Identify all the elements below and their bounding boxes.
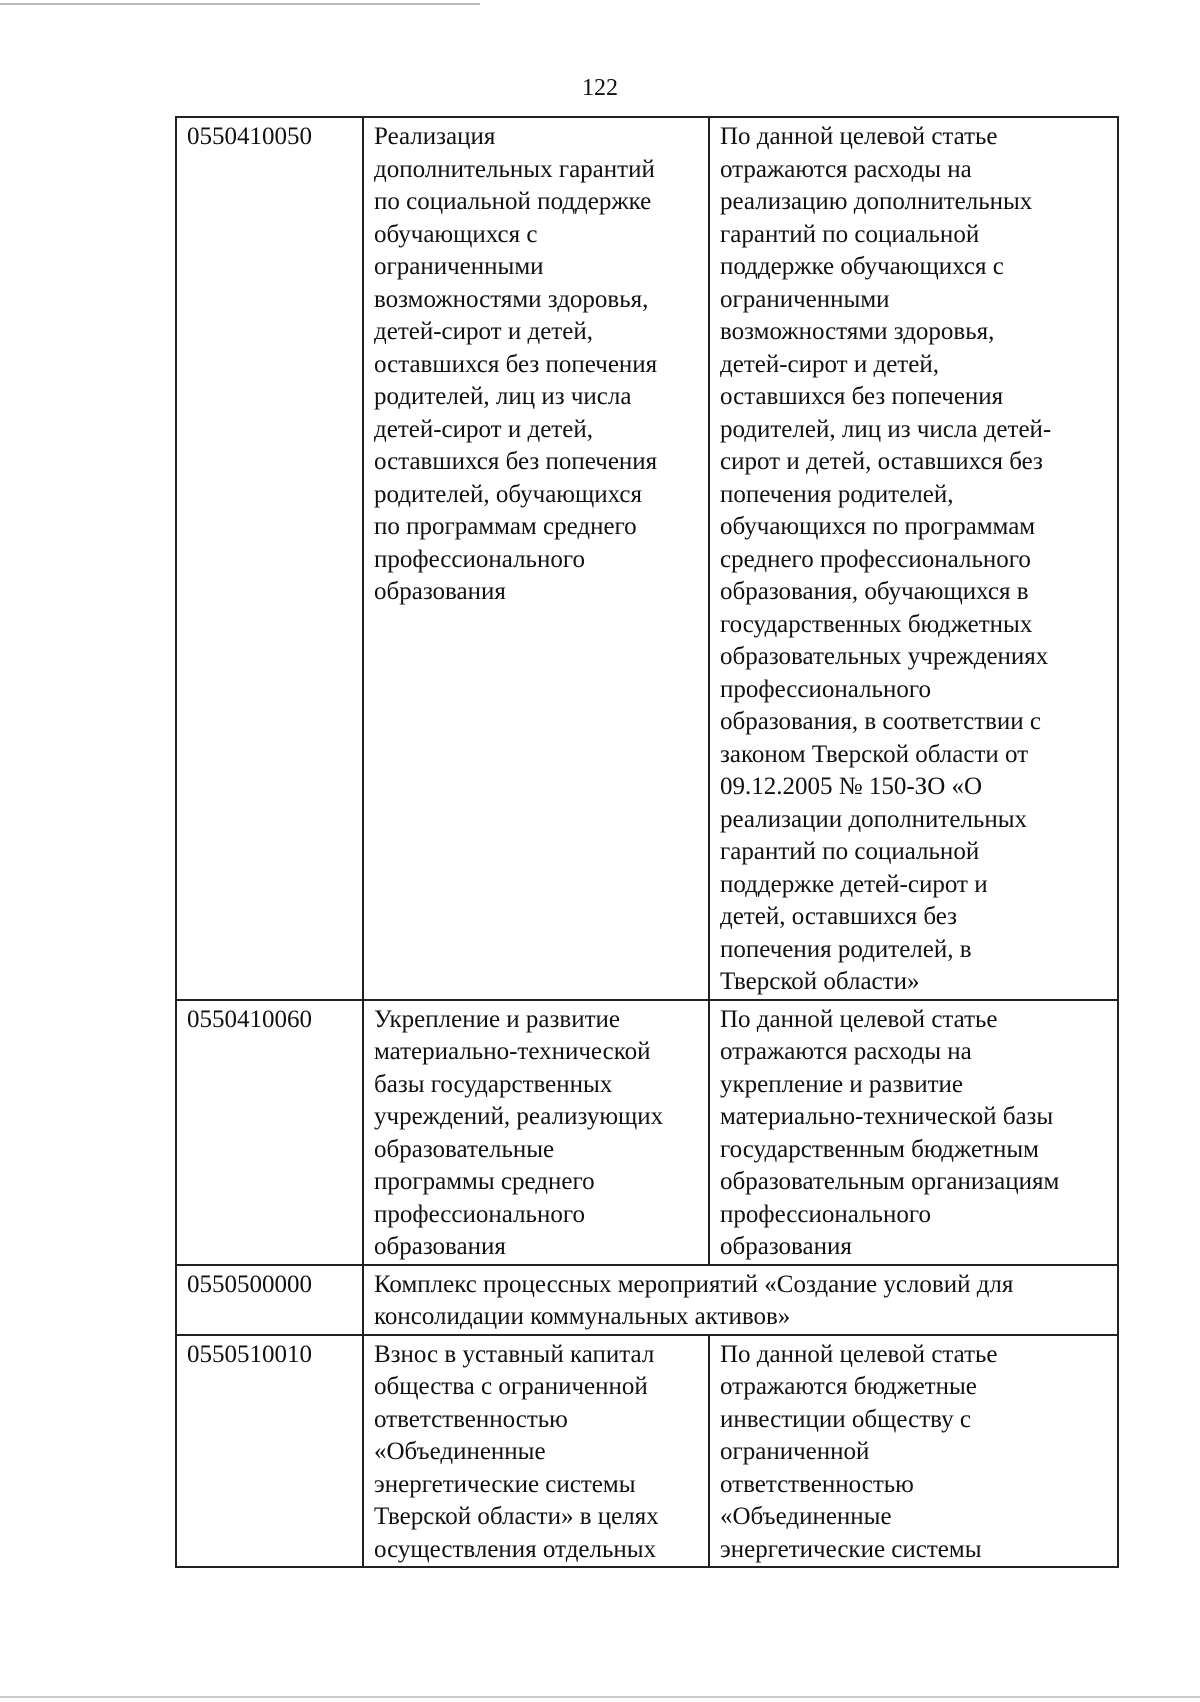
article-description-line: ограниченными	[720, 285, 890, 313]
table-row	[176, 117, 1118, 1000]
article-description-line: образования, в соответствии с	[720, 708, 1042, 735]
table-row	[176, 1335, 1118, 1568]
section-title-line: консолидации коммунальных активов»	[374, 1303, 791, 1330]
article-description-cell	[709, 1000, 1118, 1265]
code-cell	[176, 1000, 363, 1265]
article-description-line: ответственностью	[720, 1470, 914, 1498]
article-description-line: попечения родителей, в	[720, 935, 972, 963]
code-cell	[176, 117, 363, 1000]
article-description-line: родителей, лиц из числа детей-	[720, 415, 1052, 443]
article-name-line: материально-технической	[374, 1038, 651, 1065]
article-description-line: оставшихся без попечения	[720, 383, 1004, 410]
article-name-line: по программам среднего	[374, 513, 637, 540]
article-name-line: Укрепление и развитие	[374, 1005, 620, 1033]
article-name-line: профессионального	[374, 1200, 585, 1228]
article-name-line: оставшихся без попечения	[374, 448, 658, 475]
article-name-line: образования	[374, 578, 506, 605]
section-title-cell	[363, 1265, 1118, 1335]
article-name-line: общества с ограниченной	[374, 1373, 648, 1400]
article-description-line: попечения родителей,	[720, 480, 954, 508]
article-name-line: детей-сирот и детей,	[374, 415, 593, 443]
article-name-line: учреждений, реализующих	[374, 1103, 664, 1130]
article-description-line: образовательным организациям	[720, 1168, 1060, 1195]
article-description-line: поддержке детей-сирот и	[720, 870, 988, 898]
article-name-line: осуществления отдельных	[374, 1535, 657, 1563]
section-title-line: Комплекс процессных мероприятий «Создание условий для	[374, 1270, 1014, 1298]
article-description-line: реализацию дополнительных	[720, 188, 1033, 215]
article-description-line: законом Тверской области от	[720, 740, 1029, 768]
article-description-line: отражаются расходы на	[720, 155, 972, 183]
article-name-line: базы государственных	[374, 1070, 613, 1098]
article-description-line: По данной целевой статье	[720, 1005, 998, 1033]
article-description-line: детей, оставшихся без	[720, 903, 957, 930]
article-description-line: гарантий по социальной	[720, 838, 980, 865]
article-name-line: родителей, лиц из числа	[374, 383, 632, 410]
target-article-code: 0550500000	[187, 1270, 312, 1298]
article-description-line: государственным бюджетным	[720, 1135, 1039, 1163]
article-description-line: материально-технической базы	[720, 1103, 1054, 1130]
article-description-line: образования, обучающихся в	[720, 578, 1029, 605]
budget-classification-table	[175, 116, 1119, 1568]
article-description-line: сирот и детей, оставшихся без	[720, 448, 1043, 475]
target-article-code: 0550410060	[187, 1005, 312, 1033]
table-section-row	[176, 1265, 1118, 1335]
article-description-line: обучающихся по программам	[720, 513, 1036, 540]
article-description-line: реализации дополнительных	[720, 805, 1028, 833]
scan-edge-top	[0, 3, 480, 5]
article-name-line: ограниченными	[374, 253, 544, 280]
article-description-cell	[709, 1335, 1118, 1568]
scan-edge-bottom	[0, 1696, 1200, 1698]
article-name-line: оставшихся без попечения	[374, 350, 658, 378]
page-number: 122	[582, 75, 618, 101]
article-description-line: образования	[720, 1233, 852, 1260]
article-description-line: среднего профессионального	[720, 545, 1031, 573]
article-description-line: По данной целевой статье	[720, 123, 998, 150]
article-description-line: профессионального	[720, 675, 931, 703]
article-description-line: гарантий по социальной	[720, 220, 980, 248]
article-name-line: по социальной поддержке	[374, 188, 652, 215]
target-article-code: 0550510010	[187, 1340, 312, 1368]
article-name-line: дополнительных гарантий	[374, 155, 655, 183]
article-description-line: профессионального	[720, 1200, 931, 1228]
article-name-line: ответственностью	[374, 1405, 568, 1433]
article-name-line: Взнос в уставный капитал	[374, 1340, 655, 1368]
table-row	[176, 1000, 1118, 1265]
article-description-line: образовательных учреждениях	[720, 643, 1049, 670]
code-cell	[176, 1335, 363, 1568]
article-name-line: возможностями здоровья,	[374, 285, 649, 313]
article-description-line: государственных бюджетных	[720, 610, 1033, 638]
article-description-line: поддержке обучающихся с	[720, 253, 1004, 280]
article-description-cell	[709, 117, 1118, 1000]
article-name-cell	[363, 117, 709, 1000]
article-description-line: отражаются бюджетные	[720, 1373, 977, 1400]
article-name-line: обучающихся с	[374, 220, 538, 248]
article-name-line: родителей, обучающихся	[374, 480, 642, 508]
target-article-code: 0550410050	[187, 123, 312, 150]
article-description-line: укрепление и развитие	[720, 1070, 963, 1098]
article-name-cell	[363, 1335, 709, 1568]
article-description-line: возможностями здоровья,	[720, 318, 995, 345]
article-description-line: «Объединенные	[720, 1503, 892, 1530]
article-name-line: детей-сирот и детей,	[374, 318, 593, 345]
article-description-line: 09.12.2005 № 150-ЗО «О	[720, 773, 983, 800]
article-description-line: Тверской области»	[720, 968, 920, 995]
article-name-line: образовательные	[374, 1135, 555, 1163]
article-name-line: энергетические системы	[374, 1470, 636, 1498]
table-body	[176, 117, 1118, 1567]
article-name-line: программы среднего	[374, 1168, 595, 1195]
article-description-line: По данной целевой статье	[720, 1340, 998, 1368]
article-name-line: профессионального	[374, 545, 585, 573]
article-name-line: «Объединенные	[374, 1438, 546, 1465]
article-name-line: образования	[374, 1233, 506, 1260]
article-description-line: ограниченной	[720, 1438, 870, 1465]
code-cell	[176, 1265, 363, 1335]
article-name-cell	[363, 1000, 709, 1265]
article-description-line: отражаются расходы на	[720, 1038, 972, 1065]
article-description-line: детей-сирот и детей,	[720, 350, 939, 378]
article-name-line: Реализация	[374, 123, 496, 150]
article-description-line: инвестиции обществу с	[720, 1405, 971, 1433]
article-description-line: энергетические системы	[720, 1535, 982, 1563]
article-name-line: Тверской области» в целях	[374, 1503, 659, 1530]
